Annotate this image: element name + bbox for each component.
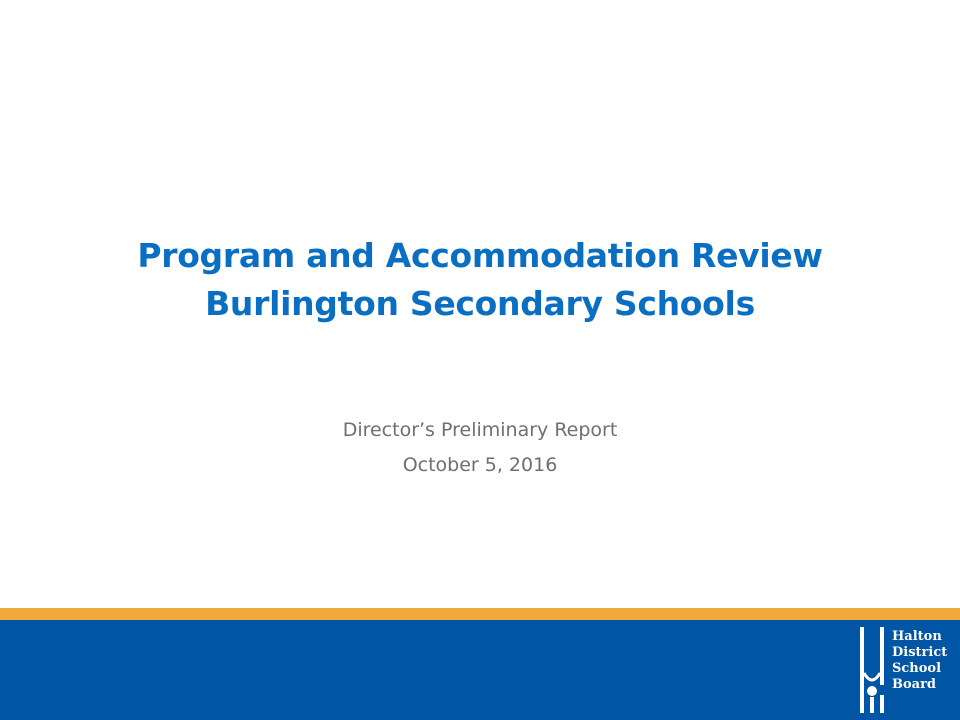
title-line-2: Burlington Secondary Schools <box>205 284 755 323</box>
footer-band <box>0 620 960 720</box>
subtitle-report-name: Director’s Preliminary Report <box>342 419 618 441</box>
logo-word-halton: Halton <box>892 629 942 644</box>
logo-wordmark <box>892 629 947 693</box>
logo-word-board: Board <box>892 677 937 692</box>
slide-title <box>0 232 960 328</box>
logo-word-school: School <box>892 661 942 676</box>
title-line-1: Program and Accommodation Review <box>137 236 823 275</box>
subtitle-date: October 5, 2016 <box>402 454 558 476</box>
slide-subtitle <box>0 413 960 483</box>
halton-district-school-board-logo-icon <box>858 627 888 713</box>
footer-accent-stripe <box>0 608 960 620</box>
board-logo <box>858 627 950 713</box>
logo-word-district: District <box>892 645 948 660</box>
